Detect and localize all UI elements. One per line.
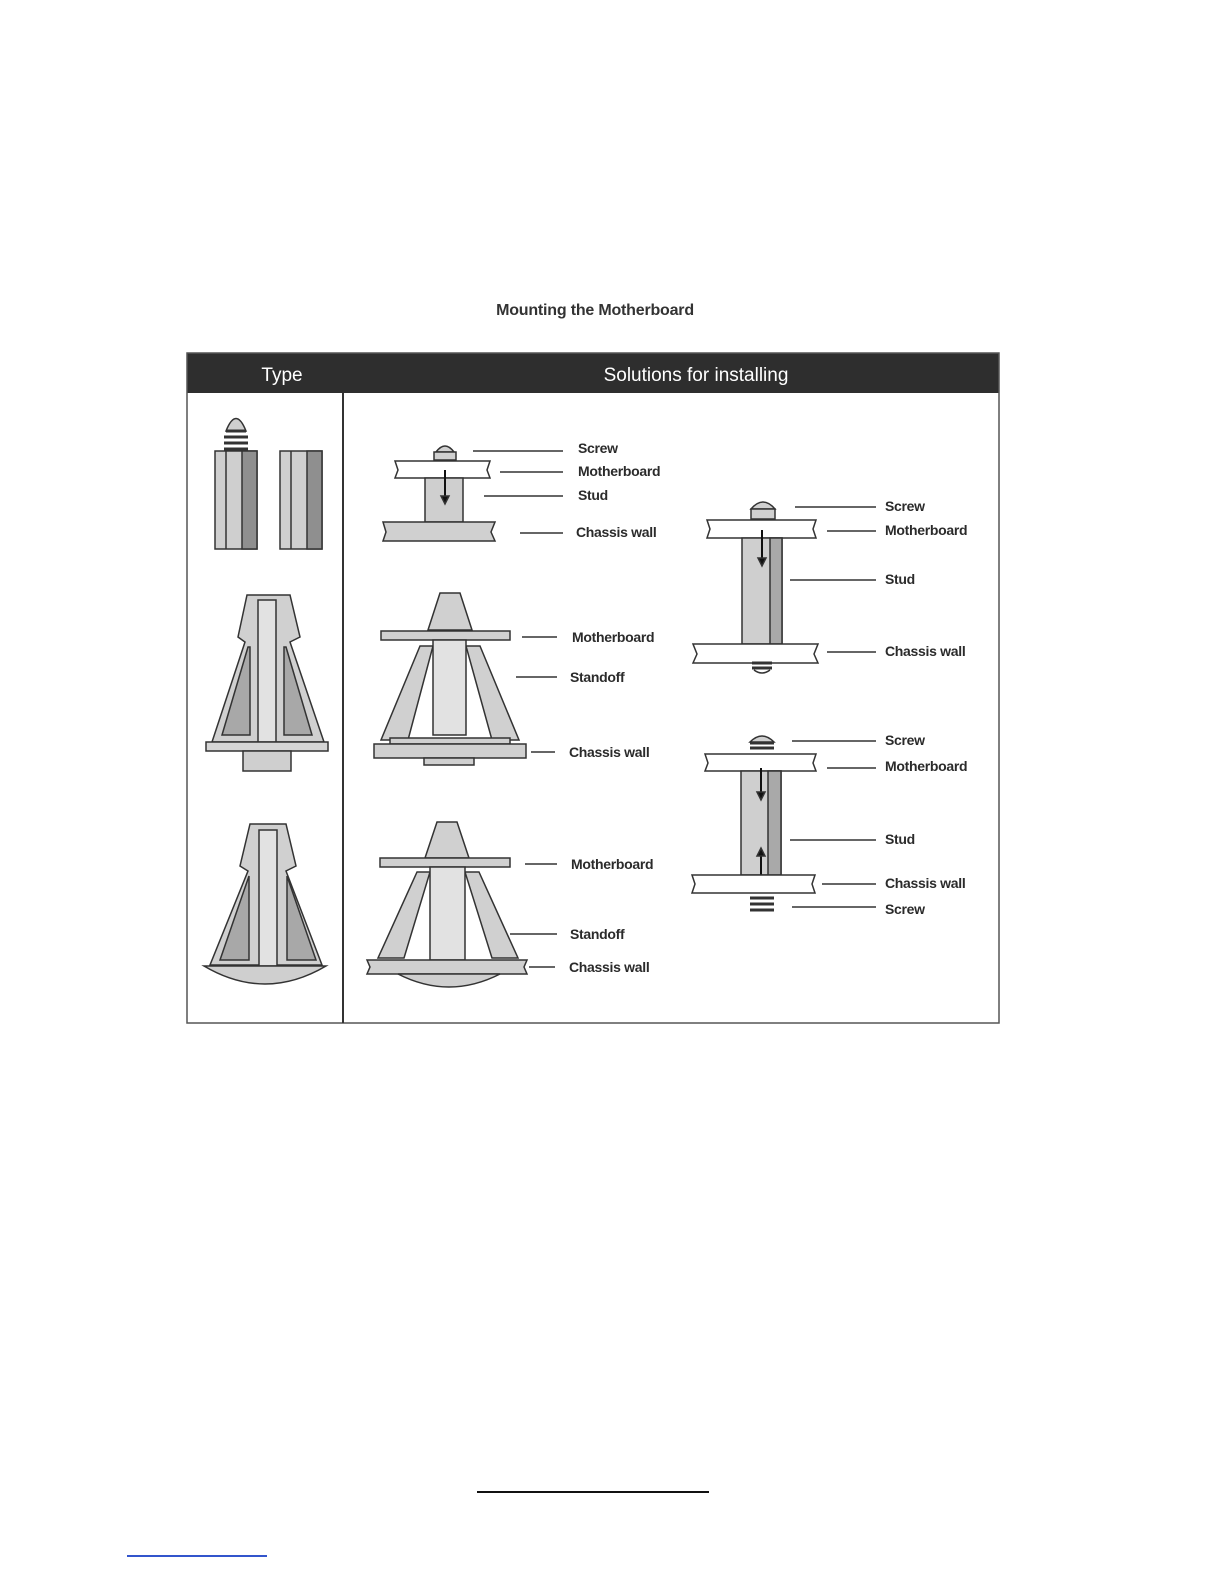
d2-chassis-label: Chassis wall	[569, 744, 650, 760]
d3-motherboard-label: Motherboard	[571, 856, 654, 872]
header-type: Type	[261, 365, 303, 386]
footer-rule	[477, 1491, 709, 1493]
d5-chassis-label: Chassis wall	[885, 875, 966, 891]
d3-chassis-label: Chassis wall	[569, 959, 650, 975]
threaded-stud-icon	[215, 419, 257, 550]
figure-caption: Mounting the Motherboard	[496, 302, 694, 319]
d1-stud-label: Stud	[578, 487, 608, 503]
round-standoff-diagram	[367, 822, 557, 987]
d5-stud-label: Stud	[885, 831, 915, 847]
d1-motherboard-label: Motherboard	[578, 463, 661, 479]
d4-chassis-label: Chassis wall	[885, 643, 966, 659]
double-screw-stud-diagram	[692, 736, 876, 910]
d1-chassis-label: Chassis wall	[576, 524, 657, 540]
d1-screw-label: Screw	[578, 440, 618, 456]
long-stud-diagram	[693, 502, 876, 673]
d2-motherboard-label: Motherboard	[572, 629, 655, 645]
stud-assembly-diagram	[383, 446, 563, 541]
d5-motherboard-label: Motherboard	[885, 758, 968, 774]
hex-stud-icon	[280, 451, 322, 549]
d2-standoff-label: Standoff	[570, 669, 625, 685]
d4-motherboard-label: Motherboard	[885, 522, 968, 538]
header-solutions: Solutions for installing	[603, 365, 789, 386]
d4-screw-label: Screw	[885, 498, 925, 514]
footnote-rule	[127, 1555, 267, 1557]
d5-screw-bottom-label: Screw	[885, 901, 925, 917]
d5-screw-top-label: Screw	[885, 732, 925, 748]
flat-standoff-diagram	[374, 593, 557, 765]
d4-stud-label: Stud	[885, 571, 915, 587]
flat-standoff-icon	[206, 595, 328, 771]
round-standoff-icon	[204, 824, 326, 984]
d3-standoff-label: Standoff	[570, 926, 625, 942]
